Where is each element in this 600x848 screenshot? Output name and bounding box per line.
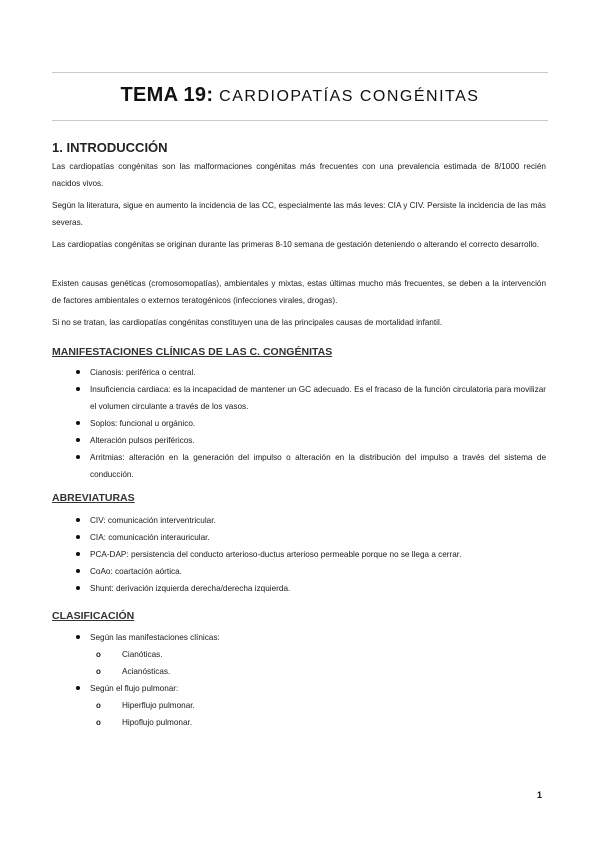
list-item: CoAo: coartación aórtica. bbox=[52, 563, 546, 580]
sub-list-item: o Hipoflujo pulmonar. bbox=[90, 714, 546, 731]
manifestaciones-list bbox=[52, 364, 546, 483]
intro-paragraph: Las cardiopatías congénitas son las malformaciones congénitas más frecuentes con una prevalencia estimada de 8/1000 recién nacidos vivos. bbox=[52, 162, 546, 188]
list-item: Cianosis: periférica o central. bbox=[52, 364, 546, 381]
group-label: Según las manifestaciones clínicas: bbox=[90, 633, 220, 642]
sub-list-item: o Cianóticas. bbox=[90, 646, 546, 663]
list-item: Insuficiencia cardiaca: es la incapacidad de mantener un GC adecuado. Es el fracaso de la función circulatoria para movilizar el volumen circulante a través de los vasos. bbox=[52, 381, 546, 415]
list-item: Shunt: derivación izquierda derecha/derecha izquierda. bbox=[52, 580, 546, 597]
sub-list bbox=[90, 646, 546, 680]
list-item: PCA-DAP: persistencia del conducto arterioso-ductus arterioso permeable porque no se llega a cerrar. bbox=[52, 546, 546, 563]
sub-list bbox=[90, 697, 546, 731]
section-heading-clasificacion: CLASIFICACIÓN bbox=[52, 610, 135, 622]
intro-paragraph: Las cardiopatías congénitas se originan durante las primeras 8-10 semana de gestación deteniendo o alterando el correcto desarrollo. bbox=[52, 240, 540, 249]
list-item: Soplos: funcional u orgánico. bbox=[52, 415, 546, 432]
abreviaturas-list bbox=[52, 512, 546, 597]
clasificacion-list bbox=[52, 629, 546, 731]
section-heading-manifestaciones: MANIFESTACIONES CLÍNICAS DE LAS C. CONGÉNITAS bbox=[52, 346, 333, 358]
title-underline-rule bbox=[52, 120, 548, 121]
section-heading-abreviaturas: ABREVIATURAS bbox=[52, 492, 135, 504]
sub-list-item: o Acianósticas. bbox=[90, 663, 546, 680]
list-item: CIA: comunicación interauricular. bbox=[52, 529, 546, 546]
top-rule bbox=[52, 72, 548, 73]
page-number: 1 bbox=[536, 790, 542, 800]
list-item bbox=[52, 629, 546, 680]
section-heading-introduccion: 1. INTRODUCCIÓN bbox=[52, 140, 168, 155]
intro-paragraph: Si no se tratan, las cardiopatías congénitas constituyen una de las principales causas de mortalidad infantil. bbox=[52, 318, 443, 327]
page-title bbox=[52, 84, 548, 107]
intro-paragraph: Existen causas genéticas (cromosomopatías), ambientales y mixtas, estas últimas mucho más frecuentes, se deben a la intervención de factores ambientales o externos teratogénicos (infecciones virales, drogas). bbox=[52, 279, 546, 305]
title-number: TEMA 19: bbox=[120, 84, 214, 106]
intro-paragraph: Según la literatura, sigue en aumento la incidencia de las CC, especialmente las más leves: CIA y CIV. Persiste la incidencia de las más severas. bbox=[52, 201, 546, 227]
list-item: Arritmias: alteración en la generación del impulso o alteración en la distribución del impulso a través del sistema de conducción. bbox=[52, 449, 546, 483]
list-item: Alteración pulsos periféricos. bbox=[52, 432, 546, 449]
group-label: Según el flujo pulmonar: bbox=[90, 684, 179, 693]
sub-list-item: o Hiperflujo pulmonar. bbox=[90, 697, 546, 714]
list-item: CIV: comunicación interventricular. bbox=[52, 512, 546, 529]
title-text: CARDIOPATÍAS CONGÉNITAS bbox=[219, 88, 480, 105]
list-item bbox=[52, 680, 546, 731]
